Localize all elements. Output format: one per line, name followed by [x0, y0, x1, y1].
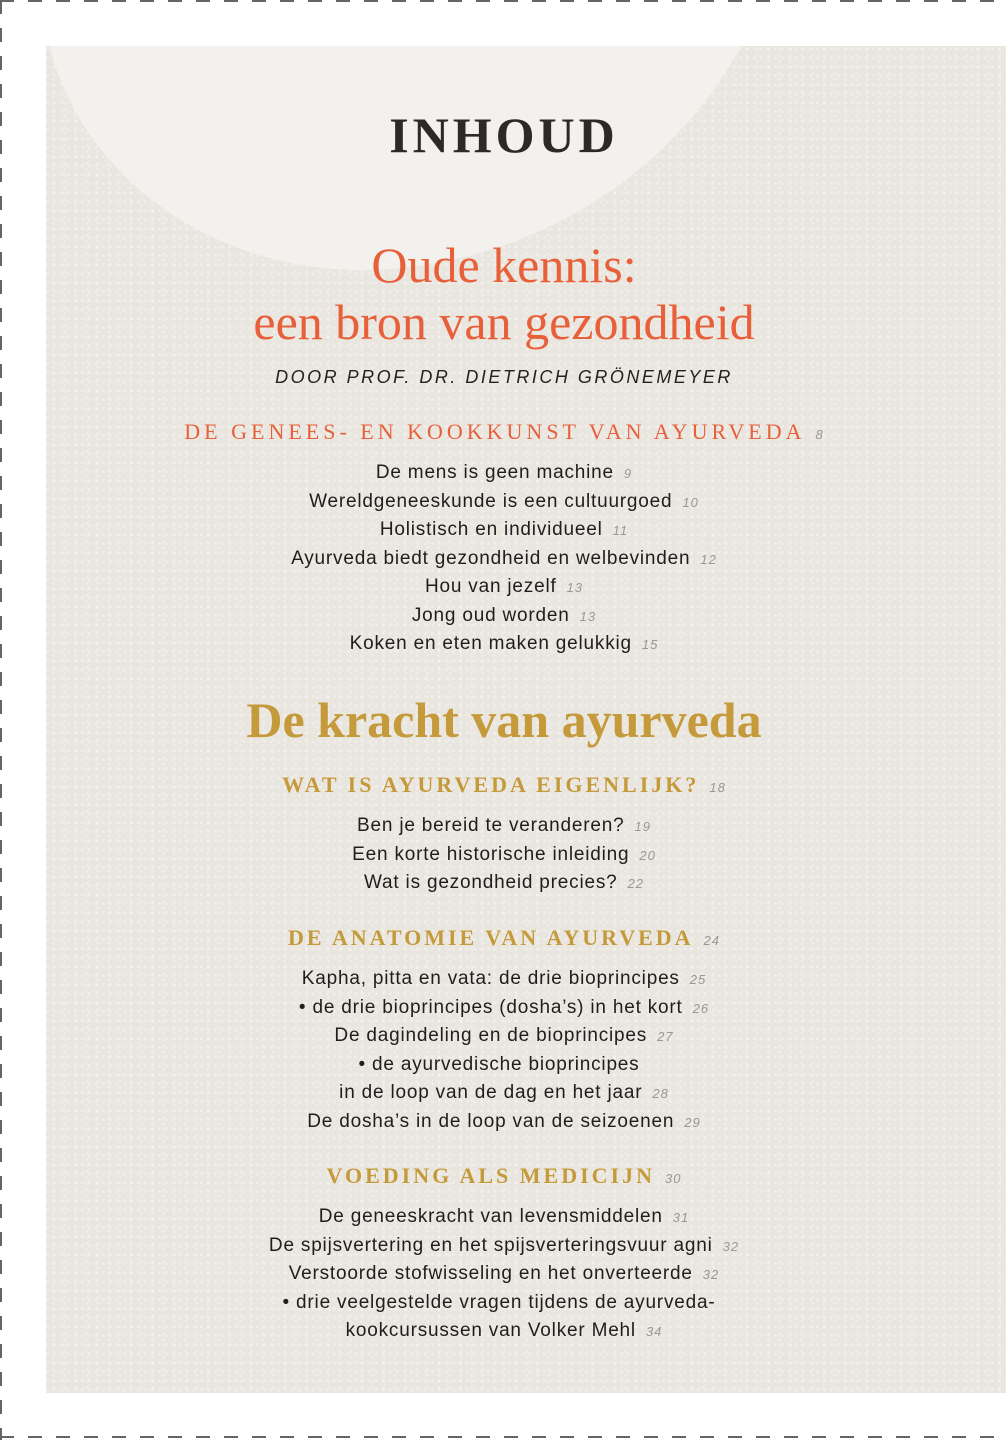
- entry-title: Ayurveda biedt gezondheid en welbevinden: [291, 548, 691, 569]
- entry-title: Koken en eten maken gelukkig: [349, 633, 632, 654]
- part1-title-line1: Oude kennis:: [371, 237, 637, 293]
- toc-entry: [0, 844, 1008, 866]
- page-number: 18: [709, 780, 726, 795]
- entry-title: Jong oud worden: [411, 605, 570, 626]
- toc-section-heading: [0, 1163, 1008, 1189]
- entry-title: Ben je bereid te veranderen?: [357, 815, 625, 836]
- page-number: 9: [623, 466, 633, 481]
- toc-section-heading: [0, 925, 1008, 951]
- entry-title: • de ayurvedische bioprincipes: [358, 1054, 640, 1075]
- entry-title: kookcursussen van Volker Mehl: [345, 1320, 636, 1341]
- toc-section-heading: [0, 419, 1008, 445]
- entry-title: Wereldgeneeskunde is een cultuurgoed: [309, 491, 673, 512]
- page-number: 27: [657, 1029, 674, 1044]
- page-title: INHOUD: [389, 107, 619, 163]
- page-number: 15: [641, 637, 659, 652]
- toc-entry: [0, 1263, 1008, 1285]
- entry-title: Holistisch en individueel: [379, 519, 603, 540]
- page-number: 31: [672, 1210, 690, 1225]
- toc-entry: [0, 1054, 1008, 1076]
- entry-title: Wat is gezondheid precies?: [364, 872, 618, 893]
- toc-entry: [0, 1292, 1008, 1314]
- page-number: 25: [689, 972, 707, 987]
- section-heading-text: DE GENEES- EN KOOKKUNST VAN AYURVEDA: [184, 419, 806, 444]
- toc-entry: [0, 605, 1008, 627]
- entry-title: De dosha’s in de loop van de seizoenen: [307, 1111, 675, 1132]
- toc-entry: [0, 576, 1008, 598]
- part1-title-line2: een bron van gezondheid: [253, 294, 755, 350]
- page-number: 24: [703, 933, 721, 948]
- toc-section-heading: [0, 772, 1008, 798]
- toc-entry: [0, 1025, 1008, 1047]
- toc-entry: [0, 997, 1008, 1019]
- entry-title: Hou van jezelf: [424, 576, 557, 597]
- toc-entry: [0, 633, 1008, 655]
- entry-title: Een korte historische inleiding: [352, 844, 630, 865]
- page-number: 30: [665, 1171, 682, 1186]
- part2-title: De kracht van ayurveda: [246, 692, 762, 748]
- page-number: 28: [652, 1086, 669, 1101]
- page-number: 32: [702, 1267, 720, 1282]
- page-number: 12: [700, 552, 717, 567]
- page-number: 13: [566, 580, 584, 595]
- entry-title: De geneeskracht van levensmiddelen: [318, 1206, 663, 1227]
- toc-entry: [0, 1235, 1008, 1257]
- entry-title: Kapha, pitta en vata: de drie bioprincipes: [301, 968, 680, 989]
- toc-entry: [0, 548, 1008, 570]
- page-number: 13: [579, 609, 597, 624]
- entry-title: Verstoorde stofwisseling en het onverteerde: [288, 1263, 693, 1284]
- section-heading-text: VOEDING ALS MEDICIJN: [326, 1163, 656, 1188]
- page-number: 34: [645, 1324, 663, 1339]
- page-number: 22: [627, 876, 644, 891]
- page-number: 10: [682, 495, 699, 510]
- author-line: DOOR PROF. DR. DIETRICH GRÖNEMEYER: [275, 367, 733, 387]
- page-number: 11: [612, 523, 629, 538]
- toc-entry: [0, 462, 1008, 484]
- toc-entry: [0, 491, 1008, 513]
- entry-title: De spijsvertering en het spijsverteringsvuur agni: [268, 1235, 713, 1256]
- section-heading-text: WAT IS AYURVEDA EIGENLIJK?: [282, 772, 700, 797]
- toc-entry: [0, 872, 1008, 894]
- dashed-border-bottom: [0, 1436, 1008, 1438]
- entry-title: De mens is geen machine: [375, 462, 614, 483]
- page-number: 19: [634, 819, 651, 834]
- toc-entry: [0, 1111, 1008, 1133]
- toc-entry: [0, 1082, 1008, 1104]
- page-number: 20: [639, 848, 656, 863]
- page-number: 29: [684, 1115, 701, 1130]
- entry-title: • de drie bioprincipes (dosha’s) in het kort: [298, 997, 683, 1018]
- page-number: 26: [692, 1001, 710, 1016]
- dashed-border-top: [0, 0, 1008, 2]
- toc-entry: [0, 1320, 1008, 1342]
- toc-entry: [0, 519, 1008, 541]
- toc-entry: [0, 815, 1008, 837]
- toc-entry: [0, 968, 1008, 990]
- page-number: 32: [722, 1239, 740, 1254]
- toc-entry: [0, 1206, 1008, 1228]
- entry-title: De dagindeling en de bioprincipes: [334, 1025, 648, 1046]
- entry-title: in de loop van de dag en het jaar: [339, 1082, 643, 1103]
- entry-title: • drie veelgestelde vragen tijdens de ayurveda-: [282, 1292, 716, 1313]
- section-heading-text: DE ANATOMIE VAN AYURVEDA: [287, 925, 694, 950]
- page-number: 8: [815, 427, 824, 442]
